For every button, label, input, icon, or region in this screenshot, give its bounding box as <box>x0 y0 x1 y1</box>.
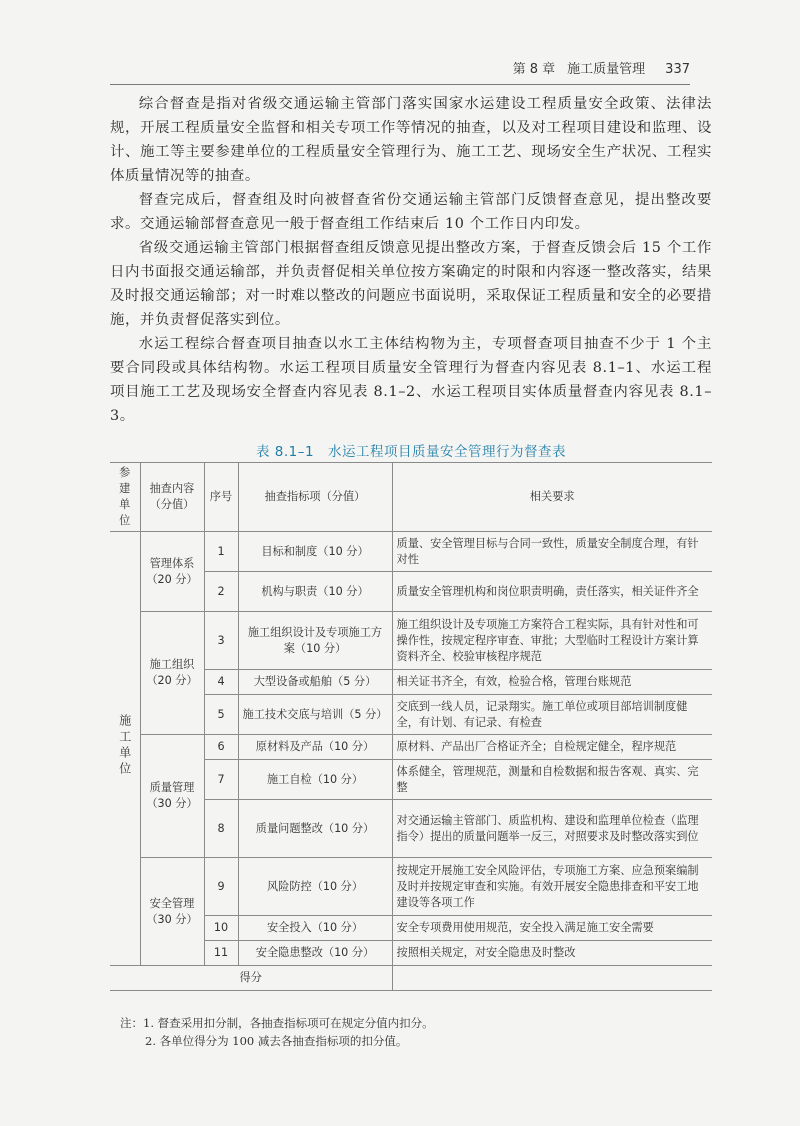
paragraph: 省级交通运输主管部门根据督查组反馈意见提出整改方案，于督查反馈会后 15 个工作日内书面报交通运输部，并负责督促相关单位按方案确定的时限和内容逐一整改落实，结果及时报交通运输部；对一时难以整改的问题应书面说明，采取保证工程质量和安全的必要措施，并负责督促落实到位。 <box>110 240 712 328</box>
table-row <box>110 858 712 916</box>
requirement-cell: 相关证书齐全，有效，检验合格，管理台账规范 <box>392 670 712 695</box>
indicator-cell: 施工自检（10 分） <box>238 760 392 800</box>
indicator-cell: 原材料及产品（10 分） <box>238 735 392 760</box>
chapter-title: 施工质量管理 <box>567 62 646 77</box>
header-seq: 序号 <box>204 463 238 532</box>
unit-cell <box>110 532 140 966</box>
paragraph: 综合督查是指对省级交通运输主管部门落实国家水运建设工程质量安全政策、法律法规，开展工程质量安全监督和相关专项工作等情况的抽查，以及对工程项目建设和监理、设计、施工等主要参建单位的工程质量安全管理行为、施工工艺、现场安全生产状况、工程实体质量情况等的抽查。 <box>110 96 712 184</box>
seq-cell: 7 <box>204 760 238 800</box>
table-notes <box>120 1014 434 1050</box>
paragraph: 督查完成后，督查组及时向被督查省份交通运输主管部门反馈督查意见，提出整改要求。交通运输部督查意见一般于督查组工作结束后 10 个工作日内印发。 <box>110 192 712 232</box>
score-row <box>110 966 712 991</box>
requirement-cell: 交底到一线人员，记录翔实。施工单位或项目部培训制度健全，有计划、有记录、有检查 <box>392 695 712 735</box>
body-text <box>110 92 712 428</box>
requirement-cell: 对交通运输主管部门、质监机构、建设和监理单位检查（监理指令）提出的质量问题举一反三，对照要求及时整改落实到位 <box>392 800 712 858</box>
score-label: 得分 <box>110 966 392 991</box>
table-row <box>110 532 712 572</box>
group-cell: 施工组织（20 分） <box>140 612 204 735</box>
indicator-cell: 质量问题整改（10 分） <box>238 800 392 858</box>
header-content: 抽查内容（分值） <box>140 463 204 532</box>
note-2: 2. 各单位得分为 100 减去各抽查指标项的扣分值。 <box>145 1034 408 1048</box>
indicator-cell: 目标和制度（10 分） <box>238 532 392 572</box>
indicator-cell: 机构与职责（10 分） <box>238 572 392 612</box>
header-unit: 参建单位 <box>110 463 140 532</box>
chapter-number: 第 8 章 <box>512 62 556 77</box>
group-cell: 质量管理（30 分） <box>140 735 204 858</box>
seq-cell: 3 <box>204 612 238 670</box>
requirement-cell: 施工组织设计及专项施工方案符合工程实际，具有针对性和可操作性，按规定程序审查、审批；大型临时工程设计方案计算资料齐全、校验审核程序规范 <box>392 612 712 670</box>
requirement-cell: 质量安全管理机构和岗位职责明确，责任落实，相关证件齐全 <box>392 572 712 612</box>
header-indicator: 抽查指标项（分值） <box>238 463 392 532</box>
inspection-table <box>110 462 712 991</box>
indicator-cell: 施工组织设计及专项施工方案（10 分） <box>238 612 392 670</box>
seq-cell: 9 <box>204 858 238 916</box>
requirement-cell: 原材料、产品出厂合格证齐全；自检规定健全，程序规范 <box>392 735 712 760</box>
group-cell: 管理体系（20 分） <box>140 532 204 612</box>
paragraph: 水运工程综合督查项目抽查以水工主体结构物为主，专项督查项目抽查不少于 1 个主要合同段或具体结构物。水运工程项目质量安全管理行为督查内容见表 8.1–1、水运工程项目施工工艺及现场安全督查内容见表 8.1–2、水运工程项目实体质量督查内容见表 8.1–3。 <box>110 336 712 424</box>
note-1: 注：1. 督查采用扣分制，各抽查指标项可在规定分值内扣分。 <box>120 1016 434 1030</box>
table-row <box>110 612 712 670</box>
requirement-cell: 按照相关规定，对安全隐患及时整改 <box>392 941 712 966</box>
indicator-cell: 大型设备或船舶（5 分） <box>238 670 392 695</box>
requirement-cell: 质量、安全管理目标与合同一致性，质量安全制度合理，有针对性 <box>392 532 712 572</box>
seq-cell: 6 <box>204 735 238 760</box>
seq-cell: 1 <box>204 532 238 572</box>
score-value <box>392 966 712 991</box>
indicator-cell: 施工技术交底与培训（5 分） <box>238 695 392 735</box>
requirement-cell: 按规定开展施工安全风险评估，专项施工方案、应急预案编制及时并按规定审查和实施。有效开展安全隐患排查和平安工地建设等各项工作 <box>392 858 712 916</box>
indicator-cell: 安全隐患整改（10 分） <box>238 941 392 966</box>
page-number: 337 <box>665 62 690 77</box>
seq-cell: 4 <box>204 670 238 695</box>
seq-cell: 5 <box>204 695 238 735</box>
unit-name: 施工单位 <box>117 714 132 778</box>
header-requirement: 相关要求 <box>392 463 712 532</box>
seq-cell: 11 <box>204 941 238 966</box>
seq-cell: 10 <box>204 916 238 941</box>
table-header-row <box>110 463 712 532</box>
table-title: 表 8.1–1 水运工程项目质量安全管理行为督查表 <box>255 444 567 460</box>
page-header <box>110 58 690 85</box>
requirement-cell: 安全专项费用使用规范，安全投入满足施工安全需要 <box>392 916 712 941</box>
indicator-cell: 安全投入（10 分） <box>238 916 392 941</box>
requirement-cell: 体系健全，管理规范，测量和自检数据和报告客观、真实、完整 <box>392 760 712 800</box>
table-row <box>110 735 712 760</box>
seq-cell: 2 <box>204 572 238 612</box>
indicator-cell: 风险防控（10 分） <box>238 858 392 916</box>
seq-cell: 8 <box>204 800 238 858</box>
group-cell: 安全管理（30 分） <box>140 858 204 966</box>
